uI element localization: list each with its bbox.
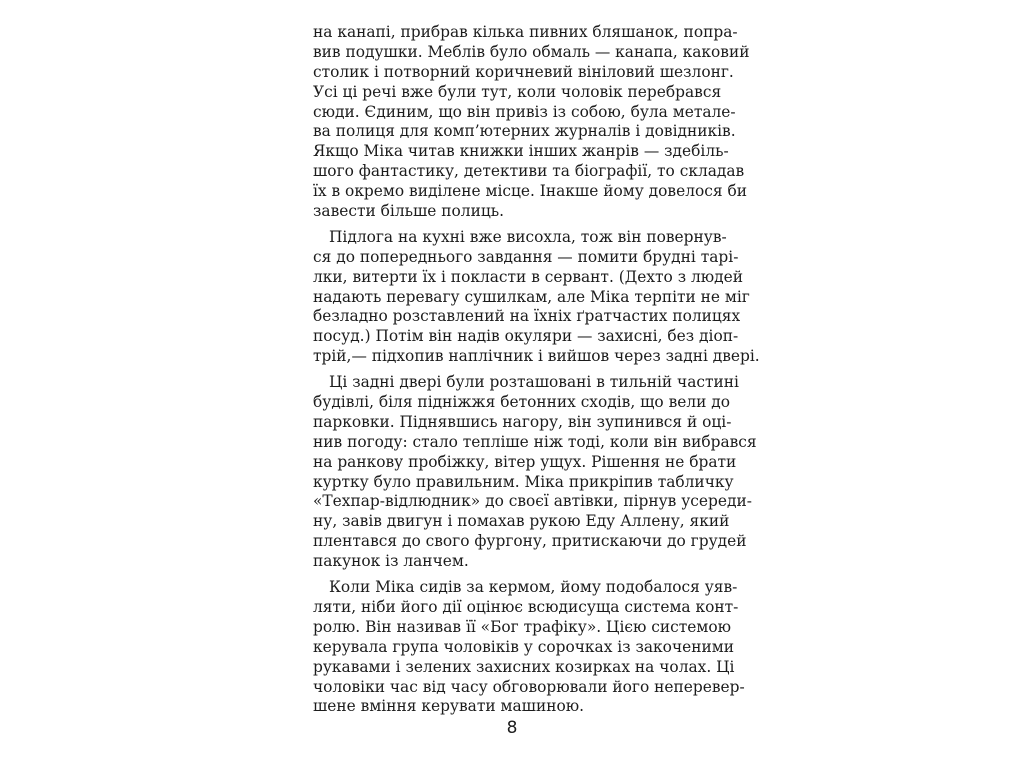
text-line: Підлога на кухні вже висохла, тож він повернув- bbox=[329, 227, 727, 246]
text-line: ролю. Він називав її «Бог трафіку». Цією системою bbox=[313, 617, 732, 636]
text-line: на ранкову пробіжку, вітер ущух. Рішення не брати bbox=[313, 452, 737, 471]
text-line: «Техпар-відлюдник» до своєї автівки, пірнув усереди- bbox=[313, 492, 752, 511]
page-number: 8 bbox=[506, 718, 518, 738]
text-line: пакунок із ланчем. bbox=[313, 552, 469, 571]
text-line: посуд.) Потім він надів окуляри — захисні, без діоп- bbox=[313, 327, 739, 346]
text-line: плентався до свого фургону, притискаючи до грудей bbox=[313, 532, 747, 551]
text-line: на канапі, прибрав кілька пивних бляшанок, попра- bbox=[313, 23, 738, 41]
text-line: трій,— підхопив наплічник і вийшов через задні двері. bbox=[313, 347, 760, 366]
text-line: сюди. Єдиним, що він привіз із собою, була метале- bbox=[313, 102, 736, 121]
text-line: рукавами і зелених захисних козирках на чолах. Ці bbox=[313, 657, 735, 676]
text-line: будівлі, біля підніжжя бетонних сходів, що вели до bbox=[313, 393, 731, 412]
text-line: надають перевагу сушилкам, але Міка терпіти не міг bbox=[313, 287, 750, 306]
text-line: лки, витерти їх і покласти в сервант. (Дехто з людей bbox=[313, 267, 744, 286]
text-line: нив погоду: стало тепліше ніж тоді, коли він вибрався bbox=[313, 432, 757, 451]
text-line: Ці задні двері були розташовані в тильній частині bbox=[329, 373, 739, 392]
paragraph bbox=[313, 227, 760, 367]
body-text bbox=[313, 23, 760, 723]
text-line: ну, завів двигун і помахав рукою Еду Аллену, який bbox=[313, 512, 730, 531]
text-line: ва полиця для комп’ютерних журналів і довідників. bbox=[313, 122, 736, 141]
paragraph bbox=[313, 578, 745, 717]
text-line: Усі ці речі вже були тут, коли чоловік перебрався bbox=[313, 82, 722, 101]
text-line: вив подушки. Меблів було обмаль — канапа, каковий bbox=[313, 42, 750, 61]
text-line: їх в окремо виділене місце. Інакше йому довелося би bbox=[313, 182, 747, 201]
paragraph bbox=[313, 23, 750, 222]
text-line: безладно розставлений на їхніх ґратчастих полицях bbox=[313, 307, 741, 326]
text-line: куртку було правильним. Міка прикріпив табличку bbox=[313, 472, 734, 491]
text-line: ляти, ніби його дії оцінює всюдисуща система конт- bbox=[313, 597, 739, 616]
text-line: Коли Міка сидів за кермом, йому подобалося уяв- bbox=[329, 578, 738, 597]
text-line: шене вміння керувати машиною. bbox=[313, 697, 585, 716]
text-line: Якщо Міка читав книжки інших жанрів — здебіль- bbox=[313, 142, 729, 161]
paragraph bbox=[313, 373, 757, 572]
text-line: керувала група чоловіків у сорочках із закоченими bbox=[313, 637, 734, 656]
text-line: шого фантастику, детективи та біографії, то складав bbox=[313, 162, 745, 181]
text-line: ся до попереднього завдання — помити брудні тарі- bbox=[313, 247, 739, 266]
text-line: столик і потворний коричневий вініловий шезлонг. bbox=[313, 62, 734, 81]
text-line: парковки. Піднявшись нагору, він зупинився й оці- bbox=[313, 412, 732, 431]
text-line: завести більше полиць. bbox=[313, 202, 505, 221]
text-line: чоловіки час від часу обговорювали його неперевер- bbox=[313, 677, 745, 696]
